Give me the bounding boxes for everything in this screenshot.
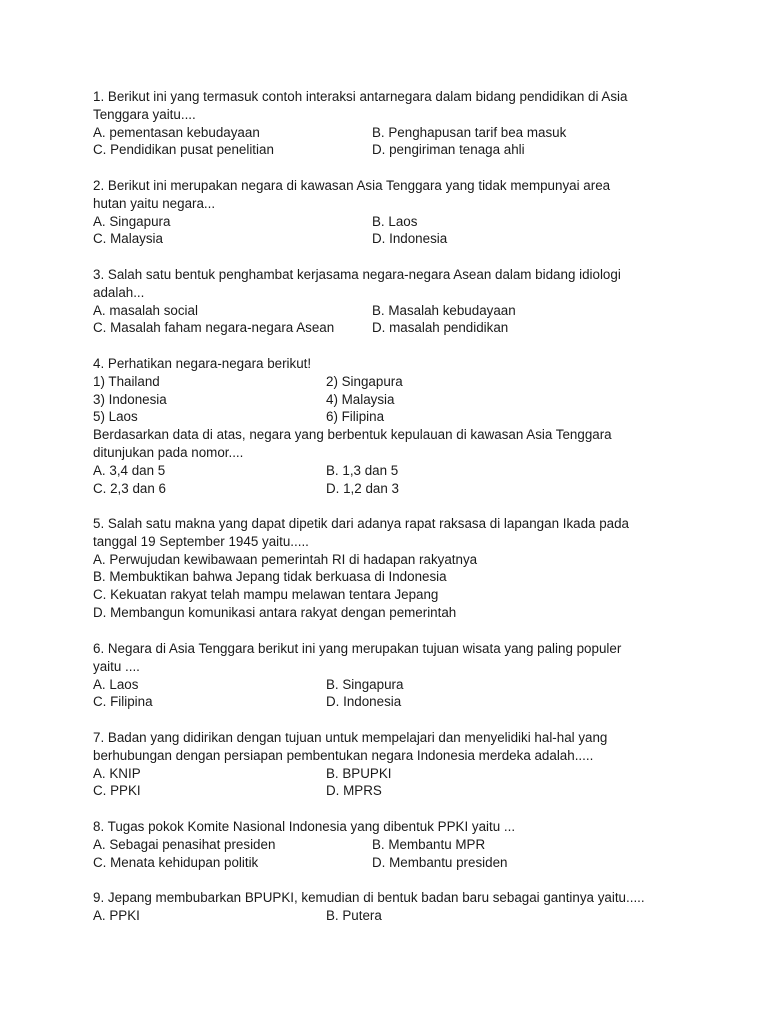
option-b: B. Membantu MPR — [372, 836, 486, 852]
option-row — [93, 907, 693, 925]
option-row — [93, 141, 693, 159]
option-d: D. Indonesia — [326, 694, 402, 710]
option-d: D. masalah pendidikan — [372, 320, 509, 336]
question-stem: 9. Jepang membubarkan BPUPKI, kemudian di bentuk badan baru sebagai gantinya yaitu..... — [93, 890, 645, 905]
question-6 — [93, 640, 693, 711]
option-c: C. Masalah faham negara-negara Asean — [93, 320, 335, 336]
question-stem: 7. Badan yang didirikan dengan tujuan untuk mempelajari dan menyelidiki hal-hal yang — [93, 730, 608, 745]
question-4 — [93, 355, 693, 497]
question-8 — [93, 818, 693, 871]
question-stem: 6. Negara di Asia Tenggara berikut ini yang merupakan tujuan wisata yang paling populer — [93, 641, 622, 656]
question-stem: 1. Berikut ini yang termasuk contoh interaksi antarnegara dalam bidang pendidikan di Asia — [93, 89, 628, 104]
question-stem: Tenggara yaitu.... — [93, 106, 196, 122]
option-a: A. Perwujudan kewibawaan pemerintah RI di hadapan rakyatnya — [93, 551, 478, 567]
list-item: 3) Indonesia — [93, 391, 167, 407]
option-a: A. 3,4 dan 5 — [93, 462, 166, 478]
option-row — [93, 782, 693, 800]
option-b: B. BPUPKI — [326, 765, 392, 781]
option-d: D. pengiriman tenaga ahli — [372, 142, 525, 158]
question-stem: ditunjukan pada nomor.... — [93, 444, 244, 460]
option-c: C. Menata kehidupan politik — [93, 854, 259, 870]
option-c: C. Kekuatan rakyat telah mampu melawan tentara Jepang — [93, 587, 439, 603]
question-5 — [93, 515, 693, 622]
question-9 — [93, 889, 693, 925]
option-b: B. Masalah kebudayaan — [372, 302, 516, 318]
question-7 — [93, 729, 693, 800]
option-a: A. pementasan kebudayaan — [93, 124, 260, 140]
option-b: B. Membuktikan bahwa Jepang tidak berkuasa di Indonesia — [93, 569, 447, 585]
question-stem: 3. Salah satu bentuk penghambat kerjasama negara-negara Asean dalam bidang idiologi — [93, 267, 621, 282]
option-row — [93, 693, 693, 711]
option-row — [93, 765, 693, 783]
option-a: A. Laos — [93, 676, 139, 692]
option-c: C. Malaysia — [93, 231, 163, 247]
option-c: C. PPKI — [93, 783, 141, 799]
option-d: D. 1,2 dan 3 — [326, 480, 399, 496]
option-row — [93, 230, 693, 248]
option-c: C. Pendidikan pusat penelitian — [93, 142, 274, 158]
question-1 — [93, 88, 693, 159]
list-item: 4) Malaysia — [326, 391, 395, 407]
option-row — [93, 124, 693, 142]
option-row — [93, 213, 693, 231]
list-row — [93, 391, 693, 409]
option-row — [93, 836, 693, 854]
question-stem: berhubungan dengan persiapan pembentukan negara Indonesia merdeka adalah..... — [93, 747, 594, 763]
list-item: 2) Singapura — [326, 373, 403, 389]
option-row — [93, 676, 693, 694]
option-d: D. Membantu presiden — [372, 854, 508, 870]
option-d: D. Indonesia — [372, 231, 448, 247]
option-b: B. Laos — [372, 213, 418, 229]
option-a: A. PPKI — [93, 907, 140, 923]
option-b: B. Penghapusan tarif bea masuk — [372, 124, 567, 140]
question-2 — [93, 177, 693, 248]
question-stem: adalah... — [93, 284, 145, 300]
question-stem: Berdasarkan data di atas, negara yang berbentuk kepulauan di kawasan Asia Tenggara — [93, 427, 612, 443]
option-b: B. 1,3 dan 5 — [326, 462, 399, 478]
option-row — [93, 480, 693, 498]
question-3 — [93, 266, 693, 337]
list-item: 1) Thailand — [93, 373, 160, 389]
question-stem: tanggal 19 September 1945 yaitu..... — [93, 533, 309, 549]
list-row — [93, 408, 693, 426]
list-item: 6) Filipina — [326, 409, 385, 425]
option-a: A. Singapura — [93, 213, 171, 229]
option-d: D. MPRS — [326, 783, 382, 799]
option-c: C. 2,3 dan 6 — [93, 480, 166, 496]
option-b: B. Putera — [326, 907, 382, 923]
question-stem: hutan yaitu negara... — [93, 195, 216, 211]
option-row — [93, 302, 693, 320]
list-item: 5) Laos — [93, 409, 138, 425]
option-a: A. Sebagai penasihat presiden — [93, 836, 276, 852]
question-stem: 5. Salah satu makna yang dapat dipetik dari adanya rapat raksasa di lapangan Ikada pada — [93, 516, 629, 531]
option-row — [93, 319, 693, 337]
option-b: B. Singapura — [326, 676, 404, 692]
question-stem: 4. Perhatikan negara-negara berikut! — [93, 356, 312, 371]
question-stem: 8. Tugas pokok Komite Nasional Indonesia yang dibentuk PPKI yaitu ... — [93, 819, 516, 834]
option-d: D. Membangun komunikasi antara rakyat dengan pemerintah — [93, 604, 457, 620]
question-stem: 2. Berikut ini merupakan negara di kawasan Asia Tenggara yang tidak mempunyai area — [93, 178, 611, 193]
option-row — [93, 462, 693, 480]
option-a: A. KNIP — [93, 765, 141, 781]
option-c: C. Filipina — [93, 694, 153, 710]
option-a: A. masalah social — [93, 302, 198, 318]
question-stem: yaitu .... — [93, 658, 140, 674]
option-row — [93, 854, 693, 872]
list-row — [93, 373, 693, 391]
